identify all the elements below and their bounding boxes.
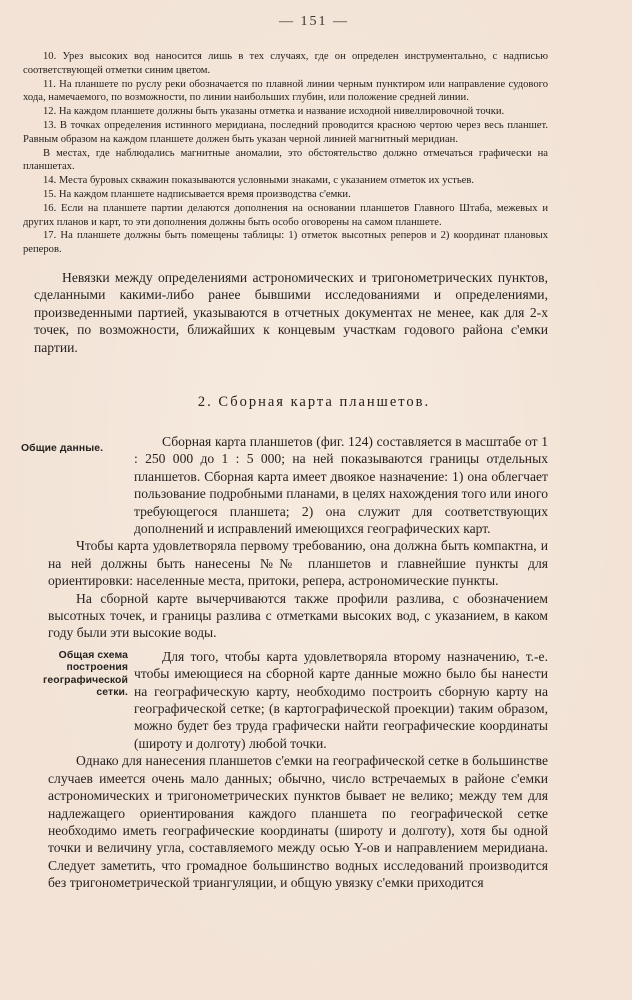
note-14: 14. Места буровых скважин показываются условными знаками, с указанием отметок их устьев. — [43, 175, 475, 187]
paragraph-grid-2: Однако для нанесения планшетов с'емки на географической сетке в большинстве случаев имеется очень мало данных; обычно, число встречаемых в районе с'емки астрономических и тригонометрических пунктов бывает не велико; между тем для надлежащего ориентирования каждого планшета по географической сетке необходимо иметь географические координаты (широту и долготу), хотя бы одной точки и величину угла, составляемого между осью Y-ов и направлением меридиана. Следует заметить, что громадное большинство водных исследований производится без тригонометрической триангуляции, и общую увязку с'емки приходится — [48, 753, 548, 891]
note-12: 12. На каждом планшете должны быть указаны отметка и название исходной нивеллировочной точки. — [43, 106, 505, 118]
paragraph-general-3: На сборной карте вычерчиваются также профили разлива, с обозначением высотных точек, и границы разлива с отметками высоких вод, с указанием, в каком году были эти высокие воды. — [48, 590, 548, 641]
note-11: 11. На планшете по руслу реки обозначается по плавной линии черным пунктиром или направление судового хода, намечаемого, по возможности, по линии наибольших глубин, или положение средней линии. — [23, 78, 548, 104]
side-heading-grid-scheme: Общая схема построения географической сетки. — [42, 649, 128, 699]
intro-paragraph-block — [20, 269, 548, 356]
note-13-continued: В местах, где наблюдались магнитные аномалии, это обстоятельство должно отмечаться графически на планшетах. — [23, 147, 548, 173]
intro-paragraph: Невязки между определениями астрономических и тригонометрических пунктов, сделанными какими-либо ранее бывшими исследованиями и определениями, произведенными партией, указываются в отчетных документах не менее, как для 2-х точек, по возможности, ближайших к концевым участкам годового района с'емки партии. — [34, 269, 548, 355]
note-10: 10. Урез высоких вод наносится лишь в тех случаях, где он определен инструментально, с надписью соответствующей отметки синим цветом. — [23, 51, 548, 76]
note-15: 15. На каждом планшете надписывается время производства с'емки. — [43, 188, 351, 200]
page-number: — 151 — — [279, 14, 349, 29]
subsection-general-data — [21, 433, 548, 537]
paragraph-general-1: Сборная карта планшетов (фиг. 124) составляется в масштабе от 1 : 250 000 до 1 : 5 000; на ней показываются границы отдельных планшетов. Сборная карта имеет двоякое назначение: 1) она облегчает пользование подробными планами, в целях нахождения того или иного требующегося планшета; 2) она служит для соответствующих дополнений и исправлений имеющихся географических карт. — [134, 433, 548, 537]
section-title: 2. Сборная карта планшетов. — [197, 393, 431, 410]
note-13: 13. В точках определения истинного меридиана, последний проводится красною чертою через весь планшет. Равным образом на каждом планшете должен быть указан черной линией магнитный меридиан. — [23, 119, 548, 145]
numbered-notes — [20, 50, 548, 257]
paragraph-grid-1: Для того, чтобы карта удовлетворяла второму назначению, т.-е. чтобы имеющиеся на сборной карте данные можно было бы нанести на географическую карту, необходимо построить сборную карту на географической сетке; (в картографической проекции) таким образом, можно будет без труда графически найти географические координаты (широту и долготу) любой точки. — [134, 648, 548, 751]
note-16: 16. Если на планшете партии делаются дополнения на основании планшетов Главного Штаба, межевых и других планов и карт, то эти дополнения должны быть особо оговорены на самом планшете. — [23, 202, 548, 228]
subsection-grid-scheme — [34, 648, 548, 752]
paragraph-general-2: Чтобы карта удовлетворяла первому требованию, она должна быть компактна, и на ней должны быть нанесены №№ планшетов и главнейшие пункты для ориентировки: населенные места, притоки, репера, астрономические пункты. — [48, 538, 548, 589]
subsection-grid-scheme-continued — [34, 752, 548, 891]
subsection-general-data-continued — [34, 537, 548, 641]
side-heading-general-data: Общие данные. — [21, 442, 104, 454]
note-17: 17. На планшете должны быть помещены таблицы: 1) отметок высотных реперов и 2) координат плановых реперов. — [23, 230, 548, 256]
